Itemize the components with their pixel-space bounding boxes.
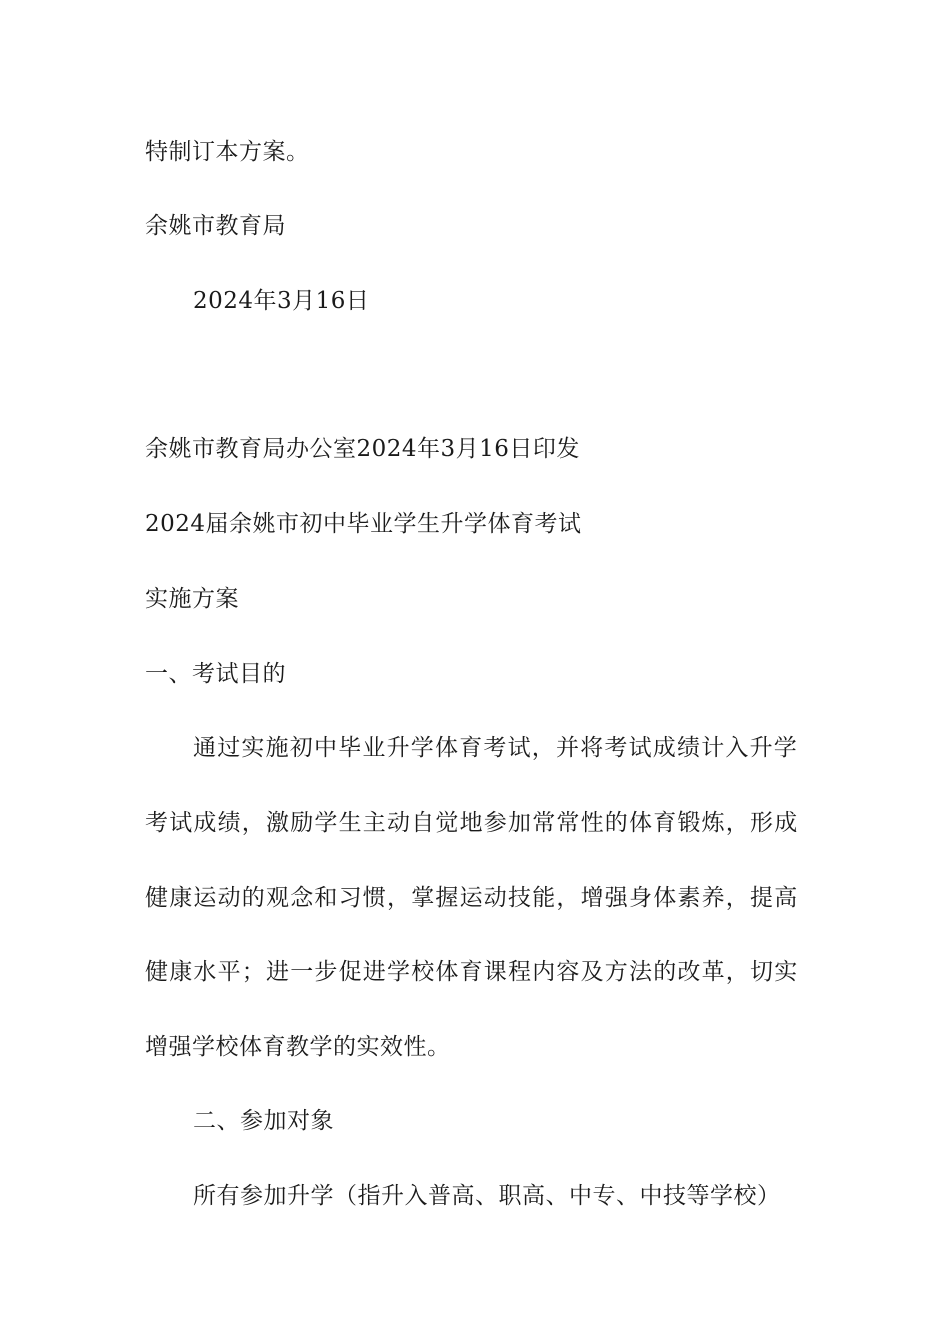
document-title-line2: 实施方案 — [145, 586, 239, 612]
section1-paragraph-line: 通过实施初中毕业升学体育考试，并将考试成绩计入升学 — [193, 735, 798, 761]
section1-paragraph-line: 增强学校体育教学的实效性。 — [145, 1034, 451, 1060]
issue-date: 2024年3月16日 — [193, 288, 370, 314]
document-title-line1: 2024届余姚市初中毕业学生升学体育考试 — [145, 511, 582, 537]
section1-paragraph-line: 健康运动的观念和习惯，掌握运动技能，增强身体素养，提高 — [145, 885, 799, 911]
section2-paragraph-line: 所有参加升学（指升入普高、职高、中专、中技等学校） — [193, 1183, 781, 1209]
section1-heading: 一、考试目的 — [145, 661, 286, 687]
section1-paragraph-line: 健康水平；进一步促进学校体育课程内容及方法的改革，切实 — [145, 959, 799, 985]
issuer-name: 余姚市教育局 — [145, 213, 286, 239]
print-note: 余姚市教育局办公室2024年3月16日印发 — [145, 436, 580, 462]
section2-heading: 二、参加对象 — [193, 1108, 334, 1134]
intro-closing-text: 特制订本方案。 — [145, 139, 310, 165]
section1-paragraph-line: 考试成绩，激励学生主动自觉地参加常常性的体育锻炼，形成 — [145, 810, 799, 836]
